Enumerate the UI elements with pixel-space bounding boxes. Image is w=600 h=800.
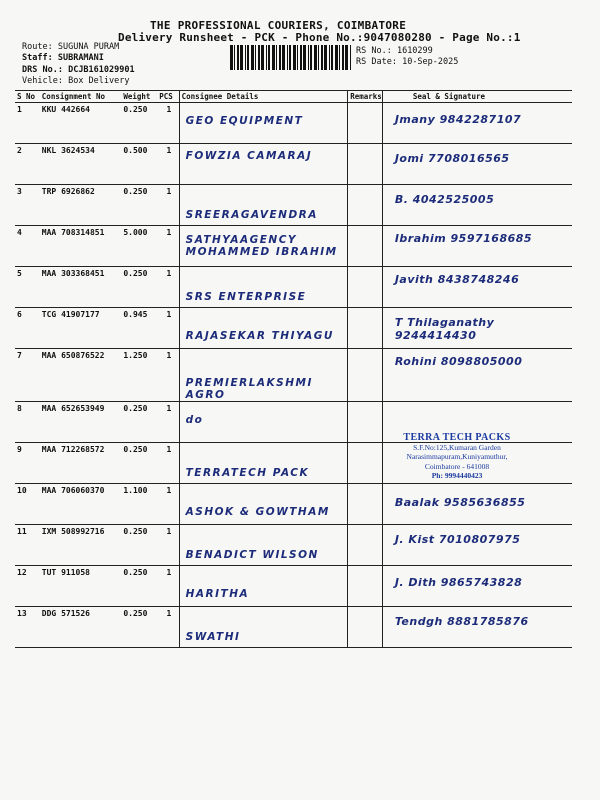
row-remarks (348, 349, 383, 402)
row-remarks (348, 144, 383, 185)
row-sno: 9 (15, 443, 40, 484)
barcode (230, 45, 352, 70)
row-consignee (179, 566, 348, 607)
row-remarks (348, 484, 383, 525)
table-row (15, 226, 572, 267)
company-seal-stamp (368, 433, 546, 481)
col-weight: Weight (121, 91, 157, 103)
row-weight: 0.250 (121, 267, 157, 308)
route-value: SUGUNA PURAM (57, 42, 120, 52)
handwritten-signature: Jomi 7708016565 (394, 152, 510, 165)
row-remarks (348, 103, 383, 144)
barcode-bar (230, 45, 233, 70)
stamp-phone: Ph: 9994440423 (431, 471, 483, 480)
row-signature (382, 144, 572, 185)
barcode-bar (321, 45, 323, 70)
row-remarks (348, 525, 383, 566)
stamp-line-1: S.F.No:125,Kumaran Garden (413, 442, 501, 452)
row-consignment-no: MAA 303368451 (40, 267, 122, 308)
table-row (15, 566, 572, 607)
row-signature (382, 607, 572, 648)
col-pcs: PCS (157, 91, 179, 103)
col-remarks: Remarks (348, 91, 383, 103)
row-sno: 10 (15, 484, 40, 525)
barcode-bar (308, 45, 309, 70)
barcode-bar (287, 45, 288, 70)
handwritten-consignee: HARITHA (185, 588, 250, 600)
barcode-bar (310, 45, 312, 70)
page-title: THE PROFESSIONAL COURIERS, COIMBATORE (150, 19, 407, 32)
row-pcs: 1 (157, 525, 179, 566)
row-signature (382, 566, 572, 607)
row-consignee (179, 144, 348, 185)
row-consignment-no: MAA 652653949 (40, 402, 122, 443)
handwritten-signature: J. Kist 7010807975 (394, 533, 521, 546)
staff-value: SUBRAMANI (57, 53, 104, 63)
barcode-bar (255, 45, 256, 70)
table-row (15, 484, 572, 525)
stamp-line-2: Narasimmapuram,Kuniyamuthur, (406, 452, 508, 461)
barcode-bar (318, 45, 319, 70)
row-signature (382, 226, 572, 267)
rs-info (356, 46, 458, 68)
row-consignee (179, 607, 348, 648)
row-weight: 5.000 (121, 226, 157, 267)
col-sno: S No (15, 91, 40, 103)
handwritten-consignee: ASHOK & GOWTHAM (185, 506, 330, 518)
barcode-bar (297, 45, 298, 70)
row-weight: 0.945 (121, 308, 157, 349)
vehicle-value: Box Delivery (68, 76, 130, 86)
rs-no-label: RS No.: (356, 46, 392, 56)
handwritten-signature: Javith 8438748246 (394, 273, 520, 286)
rs-no-line (356, 46, 458, 57)
drs-label: DRS No.: (22, 65, 63, 75)
row-signature (382, 308, 572, 349)
row-remarks (348, 607, 383, 648)
runsheet-table (15, 90, 572, 648)
barcode-bar (331, 45, 333, 70)
handwritten-signature: Jmany 9842287107 (394, 113, 522, 126)
row-sno: 4 (15, 226, 40, 267)
row-consignment-no: IXM 508992716 (40, 525, 122, 566)
row-sno: 12 (15, 566, 40, 607)
barcode-bar (339, 45, 340, 70)
row-consignment-no: MAA 706060370 (40, 484, 122, 525)
rs-date-label: RS Date: (356, 57, 397, 67)
handwritten-consignee: SATHYAAGENCY MOHAMMED IBRAHIM (185, 234, 338, 258)
vehicle-line (22, 76, 130, 87)
row-consignee (179, 484, 348, 525)
barcode-bar (342, 45, 344, 70)
row-sno: 13 (15, 607, 40, 648)
row-weight: 0.250 (121, 443, 157, 484)
stamp-line-3: Coimbatore - 641008 (424, 461, 490, 471)
col-consignment: Consignment No (40, 91, 122, 103)
handwritten-consignee: RAJASEKAR THIYAGU (185, 330, 334, 342)
handwritten-consignee: PREMIERLAKSHMI AGRO (185, 377, 313, 401)
barcode-bar (329, 45, 330, 70)
barcode-bar (293, 45, 296, 70)
row-consignment-no: DDG 571526 (40, 607, 122, 648)
table-row (15, 308, 572, 349)
rs-date-value: 10-Sep-2025 (402, 57, 459, 67)
row-pcs: 1 (157, 349, 179, 402)
handwritten-signature: Rohini 8098805000 (394, 355, 523, 368)
row-consignee (179, 103, 348, 144)
row-consignee (179, 349, 348, 402)
row-sno: 7 (15, 349, 40, 402)
table-row (15, 267, 572, 308)
row-pcs: 1 (157, 144, 179, 185)
row-consignment-no: TCG 41907177 (40, 308, 122, 349)
barcode-bar (314, 45, 317, 70)
barcode-bar (272, 45, 275, 70)
barcode-bar (345, 45, 348, 70)
row-weight: 0.250 (121, 103, 157, 144)
row-sno: 6 (15, 308, 40, 349)
barcode-bar (282, 45, 285, 70)
row-remarks (348, 566, 383, 607)
barcode-bar (276, 45, 277, 70)
drs-line (22, 65, 135, 76)
barcode-bar (245, 45, 246, 70)
barcode-bar (237, 45, 239, 70)
row-consignee (179, 185, 348, 226)
barcode-bar (251, 45, 254, 70)
barcode-bar (266, 45, 267, 70)
rs-date-line (356, 57, 458, 68)
route-line (22, 42, 119, 53)
row-weight: 0.250 (121, 402, 157, 443)
row-sno: 1 (15, 103, 40, 144)
vehicle-label: Vehicle: (22, 76, 63, 86)
table-row (15, 525, 572, 566)
row-sno: 5 (15, 267, 40, 308)
row-consignee (179, 443, 348, 484)
barcode-bar (279, 45, 281, 70)
row-weight: 1.100 (121, 484, 157, 525)
row-weight: 0.250 (121, 566, 157, 607)
row-sno: 3 (15, 185, 40, 226)
handwritten-signature: J. Dith 9865743828 (394, 576, 523, 589)
row-remarks (348, 308, 383, 349)
row-consignee (179, 402, 348, 443)
barcode-bar (240, 45, 243, 70)
barcode-bar (289, 45, 291, 70)
row-consignment-no: MAA 650876522 (40, 349, 122, 402)
row-pcs: 1 (157, 308, 179, 349)
handwritten-consignee: do (185, 414, 204, 426)
table-row (15, 349, 572, 402)
handwritten-consignee: SWATHI (185, 631, 241, 643)
barcode-bar (324, 45, 327, 70)
runsheet-subtitle: Delivery Runsheet - PCK - Phone No.:9047080280 - Page No.:1 (118, 31, 521, 44)
row-pcs: 1 (157, 607, 179, 648)
row-consignee (179, 267, 348, 308)
row-weight: 0.250 (121, 185, 157, 226)
row-remarks (348, 185, 383, 226)
row-signature (382, 484, 572, 525)
row-consignee (179, 308, 348, 349)
barcode-bar (268, 45, 270, 70)
row-pcs: 1 (157, 443, 179, 484)
row-weight: 1.250 (121, 349, 157, 402)
row-pcs: 1 (157, 484, 179, 525)
handwritten-consignee: SREERAGAVENDRA (185, 209, 318, 221)
handwritten-signature: T Thilaganathy 9244414430 (394, 316, 495, 342)
stamp-title: TERRA TECH PACKS (403, 432, 511, 443)
handwritten-signature: Ibrahim 9597168685 (394, 232, 533, 245)
row-consignment-no: NKL 3624534 (40, 144, 122, 185)
table-row (15, 103, 572, 144)
col-consignee: Consignee Details (179, 91, 348, 103)
row-weight: 0.500 (121, 144, 157, 185)
row-weight: 0.250 (121, 607, 157, 648)
barcode-bar (350, 45, 351, 70)
row-pcs: 1 (157, 185, 179, 226)
barcode-bar (335, 45, 338, 70)
barcode-bar (303, 45, 306, 70)
row-pcs: 1 (157, 226, 179, 267)
row-sno: 11 (15, 525, 40, 566)
row-consignment-no: MAA 712268572 (40, 443, 122, 484)
col-signature: Seal & Signature (382, 91, 572, 103)
table-header-row (15, 91, 572, 103)
handwritten-consignee: GEO EQUIPMENT (185, 115, 304, 127)
route-label: Route: (22, 42, 53, 52)
row-pcs: 1 (157, 566, 179, 607)
row-consignment-no: KKU 442664 (40, 103, 122, 144)
row-consignee (179, 525, 348, 566)
table-row (15, 607, 572, 648)
row-remarks (348, 267, 383, 308)
rs-no-value: 1610299 (396, 46, 433, 56)
staff-line (22, 53, 104, 64)
row-weight: 0.250 (121, 525, 157, 566)
handwritten-signature: B. 4042525005 (394, 193, 495, 206)
row-signature (382, 349, 572, 402)
barcode-bar (261, 45, 264, 70)
handwritten-consignee: BENADICT WILSON (185, 549, 319, 561)
table-row (15, 144, 572, 185)
barcode-bar (258, 45, 260, 70)
row-sno: 2 (15, 144, 40, 185)
row-consignment-no: MAA 708314851 (40, 226, 122, 267)
barcode-bar (234, 45, 235, 70)
row-consignment-no: TRP 6926862 (40, 185, 122, 226)
row-remarks (348, 226, 383, 267)
barcode-bar (247, 45, 249, 70)
row-signature (382, 525, 572, 566)
handwritten-signature: Tendgh 8881785876 (394, 615, 529, 628)
row-consignment-no: TUT 911058 (40, 566, 122, 607)
row-consignee (179, 226, 348, 267)
handwritten-consignee: FOWZIA CAMARAJ (185, 150, 313, 162)
handwritten-signature: Baalak 9585636855 (394, 496, 526, 509)
table-row (15, 185, 572, 226)
row-signature (382, 103, 572, 144)
row-pcs: 1 (157, 103, 179, 144)
handwritten-consignee: SRS ENTERPRISE (185, 291, 307, 303)
staff-label: Staff: (22, 53, 53, 63)
row-pcs: 1 (157, 267, 179, 308)
row-pcs: 1 (157, 402, 179, 443)
row-signature (382, 185, 572, 226)
barcode-bar (300, 45, 302, 70)
row-sno: 8 (15, 402, 40, 443)
handwritten-consignee: TERRATECH PACK (185, 467, 310, 479)
row-signature (382, 267, 572, 308)
drs-value: DCJB161029901 (68, 65, 135, 75)
